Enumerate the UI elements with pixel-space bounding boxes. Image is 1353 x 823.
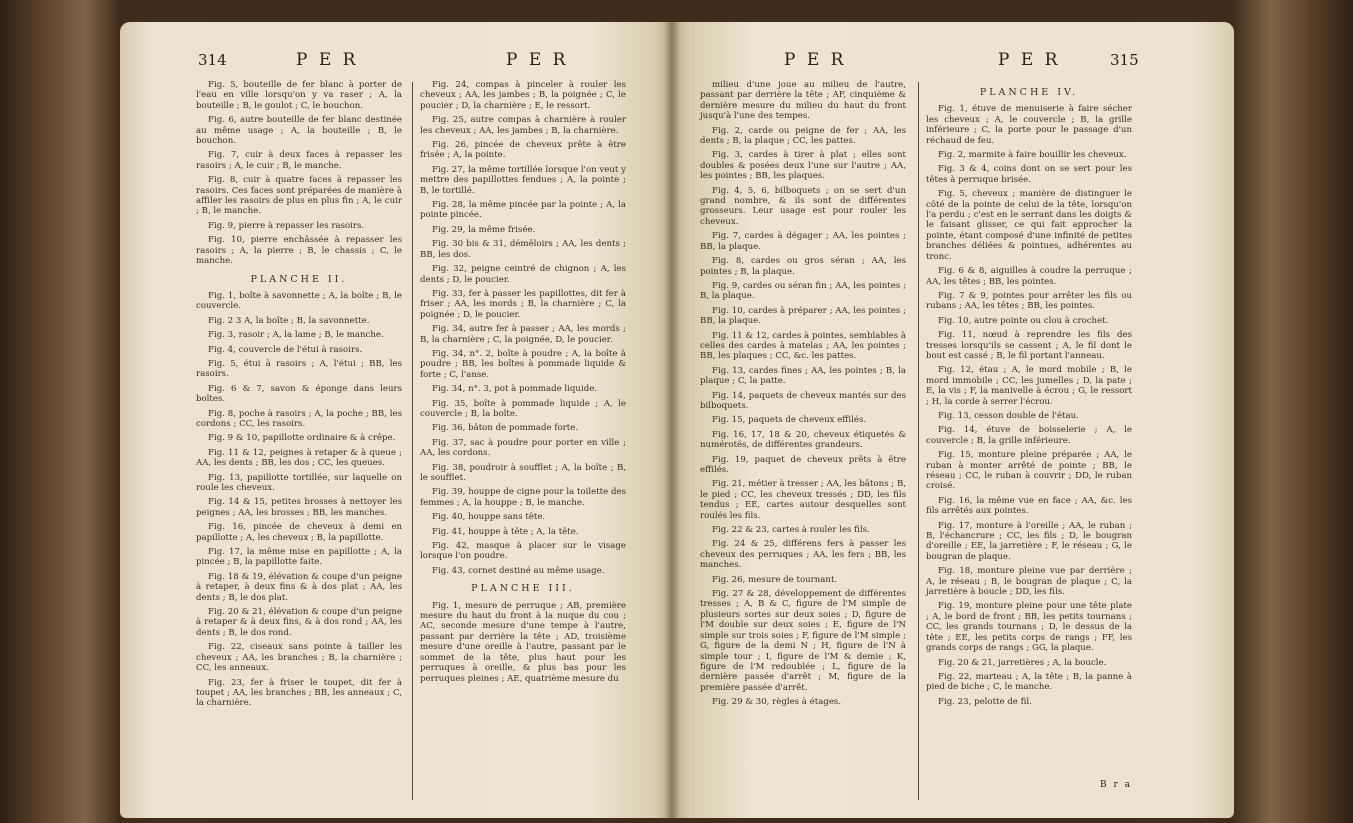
plate-heading: PLANCHE II. — [250, 273, 348, 285]
figure-entry: Fig. 9, cardes ou séran fin ; AA, les pointes ; B, la plaque. — [700, 280, 906, 302]
figure-entry: Fig. 3 & 4, coins dont on se sert pour les têtes à perruque brisée. — [926, 164, 1132, 185]
figure-entry: Fig. 34, n°. 3, pot à pommade liquide. — [432, 384, 598, 395]
figure-entry: Fig. 29, la même frisée. — [432, 224, 536, 235]
right-column-2 — [926, 80, 1132, 711]
figure-entry: Fig. 19, paquet de cheveux prêts à être effilés. — [700, 454, 906, 475]
figure-entry: Fig. 8, poche à rasoirs ; A, la poche ; BB, les cordons ; CC, les rasoirs. — [196, 408, 402, 429]
figure-entry: Fig. 16, 17, 18 & 20, cheveux étiquetés & numérotés, de différentes grandeurs. — [700, 429, 906, 451]
left-column-1 — [196, 80, 402, 713]
figure-entry: Fig. 6, autre bouteille de fer blanc destinée au même usage ; A, la bouteille ; B, le bouchon. — [196, 115, 402, 147]
plate-heading: PLANCHE III. — [471, 583, 575, 595]
figure-entry: Fig. 33, fer à passer les papillottes, dit fer à friser ; AA, les mords ; B, la charnière ; C, la poignée ; D, le poucier. — [420, 288, 626, 320]
figure-entry: Fig. 27 & 28, développement de différentes tresses ; A, B & C, figure de l'M simple de plusieurs sortes sur deux soies ; D, figure de l'M double sur deux soies ; E, figure de l'N simple sur trois soies ; F, figure de l'M simple ; G, figure de la demi N ; H, figure de l'N à simple tour ; I, figure de l'M & demie ; K, figure de l'M redoublée ; L, figure de la dernière passée d'arrêt ; M, figure de la première passée d'arrêt. — [700, 589, 906, 693]
figure-entry: Fig. 25, autre compas à charnière à rouler les cheveux ; AA, les jambes ; B, la charnière. — [420, 115, 626, 136]
right-running-head-1: P E R — [784, 50, 847, 70]
left-running-head-2: P E R — [506, 50, 569, 70]
figure-entry: Fig. 36, bâton de pommade forte. — [432, 423, 579, 434]
figure-entry: Fig. 4, 5, 6, bilboquets ; on se sert d'un grand nombre, & ils sont de différentes grosseurs. Leur usage est pour rouler les cheveux. — [700, 185, 906, 227]
figure-entry: Fig. 27, la même tortillée lorsque l'on veut y mettre des papillottes fendues ; A, la pointe ; B, le tortillé. — [420, 164, 626, 196]
figure-entry: Fig. 2 3 A, la boîte ; B, la savonnette. — [208, 315, 370, 326]
figure-entry: Fig. 7 & 9, pointes pour arrêter les fils ou rubans ; AA, les têtes ; BB, les pointes. — [926, 290, 1132, 312]
figure-entry: Fig. 8, cardes ou gros séran ; AA, les pointes ; B, la plaque. — [700, 256, 906, 277]
book-gutter — [664, 22, 680, 818]
figure-entry: Fig. 18, monture pleine vue par derrière ; A, le réseau ; B, le bougran de plaque ; C, la jarretière à boucle ; DD, les fils. — [926, 566, 1132, 598]
catchword: B r a — [1100, 780, 1133, 790]
left-running-head-1: P E R — [296, 50, 359, 70]
figure-entry: Fig. 2, marmite à faire bouillir les cheveux. — [938, 150, 1127, 161]
figure-entry: Fig. 22, marteau ; A, la tête ; B, la panne à pied de biche ; C, le manche. — [926, 671, 1132, 693]
figure-entry: Fig. 17, la même mise en papillotte ; A, la pincée ; B, la papillotte faite. — [196, 547, 402, 568]
figure-entry: Fig. 24, compas à pinceler à rouler les cheveux ; AA, les jambes ; B, la poignée ; C, le poucier ; D, la charnière ; E, le ressort. — [420, 80, 626, 111]
figure-entry: Fig. 17, monture à l'oreille ; AA, le ruban ; B, l'échancrure ; CC, les fils ; D, le bougran d'oreille ; EE, la jarretière ; F, le réseau ; G, le bougran de plaque. — [926, 520, 1132, 562]
figure-entry: Fig. 5, étui à rasoirs ; A, l'étui ; BB, les rasoirs. — [196, 358, 402, 380]
figure-entry: Fig. 11 & 12, peignes à retaper & à queue ; AA, les dents ; BB, les dos ; CC, les queues. — [196, 447, 402, 469]
figure-entry: Fig. 24 & 25, différens fers à passer les cheveux des perruques ; AA, les fers ; BB, les manches. — [700, 539, 906, 571]
figure-entry: Fig. 34, n°. 2, boîte à poudre ; A, la boîte à poudre ; BB, les boîtes à pommade liquide & forte ; C, l'anse. — [420, 348, 626, 380]
figure-entry: Fig. 41, houppe à tête ; A, la tête. — [432, 526, 579, 537]
figure-entry: milieu d'une joue au milieu de l'autre, passant par derrière la tête ; AF, cinquième & dernière mesure du milieu du haut du front jusqu'à l'une des tempes. — [700, 80, 906, 122]
right-page-number: 315 — [1110, 51, 1139, 69]
figure-entry: Fig. 39, houppe de cigne pour la toilette des femmes ; A, la houppe ; B, le manche. — [420, 487, 626, 508]
figure-entry: Fig. 22 & 23, cartes à rouler les fils. — [712, 525, 870, 536]
figure-entry: Fig. 26, mesure de tournant. — [712, 574, 838, 585]
figure-entry: Fig. 19, monture pleine pour une tête plate ; A, le bord de front ; BB, les petits tournans ; CC, les grands tournans ; D, le dessus de la tête ; EE, les petits corps de rangs ; FF, les grands corps de rangs ; GG, la plaque. — [926, 601, 1132, 654]
figure-entry: Fig. 14, étuve de boisselerie ; A, le couvercle ; B, la grille inférieure. — [926, 425, 1132, 446]
plate-heading: PLANCHE IV. — [979, 87, 1079, 98]
figure-entry: Fig. 26, pincée de cheveux prête à être frisée ; A, la pointe. — [420, 140, 626, 161]
figure-entry: Fig. 43, cornet destiné au même usage. — [432, 565, 605, 576]
figure-entry: Fig. 23, fer à friser le toupet, dit fer à toupet ; AA, les branches ; BB, les anneaux ; C, la charnière. — [196, 677, 402, 709]
figure-entry: Fig. 11 & 12, cardes à pointes, semblables à celles des cardes à matelas ; AA, les pointes ; BB, les plaques ; CC, &c. les pattes. — [700, 330, 906, 362]
figure-entry: Fig. 38, poudroir à soufflet ; A, la boîte ; B, le soufflet. — [420, 462, 626, 483]
figure-entry: Fig. 29 & 30, règles à étages. — [712, 697, 842, 708]
figure-entry: Fig. 18 & 19, élévation & coupe d'un peigne à retaper, à deux fins & à dos plat ; AA, les dents ; B, le dos plat. — [196, 571, 402, 603]
figure-entry: Fig. 4, couvercle de l'étui à rasoirs. — [208, 344, 363, 355]
right-running-head-2: P E R — [998, 50, 1061, 70]
figure-entry: Fig. 7, cuir à deux faces à repasser les rasoirs ; A, le cuir ; B, le manche. — [196, 150, 402, 171]
figure-entry: Fig. 6 & 7, savon & éponge dans leurs boîtes. — [196, 383, 402, 405]
column-rule — [918, 82, 919, 800]
figure-entry: Fig. 15, paquets de cheveux effilés. — [712, 415, 867, 426]
figure-entry: Fig. 10, cardes à préparer ; AA, les pointes ; BB, la plaque. — [700, 305, 906, 327]
figure-entry: Fig. 5, cheveux ; manière de distinguer le côté de la pointe de celui de la tête, lorsqu'on l'a perdu ; c'est en le serrant dans les doigts & le faisant glisser, ce qui fait approcher la pointe, étant composé d'une infinité de petites branches déliées & pointues, adhérentes au tronc. — [926, 189, 1132, 262]
figure-entry: Fig. 7, cardes à dégager ; AA, les pointes ; BB, la plaque. — [700, 231, 906, 252]
right-column-1 — [700, 80, 906, 712]
figure-entry: Fig. 9, pierre à repasser les rasoirs. — [208, 220, 365, 231]
column-rule — [412, 82, 413, 800]
figure-entry: Fig. 11, nœud à reprendre les fils des tresses lorsqu'ils se cassent ; A, le fil dont le bout est cassé ; B, le fil portant l'anneau. — [926, 330, 1132, 361]
figure-entry: Fig. 23, pelotte de fil. — [938, 696, 1032, 707]
figure-entry: Fig. 14, paquets de cheveux mantés sur des bilboquets. — [700, 390, 906, 411]
figure-entry: Fig. 1, étuve de menuiserie à faire sécher les cheveux ; A, le couvercle ; B, la grille inférieure ; C, la porte pour le passage d'un réchaud de feu. — [926, 104, 1132, 146]
figure-entry: Fig. 2, carde ou peigne de fer ; AA, les dents ; B, la plaque ; CC, les pattes. — [700, 125, 906, 147]
figure-entry: Fig. 34, autre fer à passer ; AA, les mords ; B, la charnière ; C, la poignée, D, le poucier. — [420, 324, 626, 345]
figure-entry: Fig. 22, ciseaux sans pointe à tailler les cheveux ; AA, les branches ; B, la charnière ; CC, les anneaux. — [196, 642, 402, 674]
figure-entry: Fig. 40, houppe sans tête. — [432, 512, 546, 523]
figure-entry: Fig. 10, autre pointe ou clou à crochet. — [938, 315, 1109, 326]
figure-entry: Fig. 8, cuir à quatre faces à repasser les rasoirs. Ces faces sont préparées de manière à affiler les rasoirs de plus en plus fin ; A, le cuir ; B, le manche. — [196, 175, 402, 217]
figure-entry: Fig. 21, métier à tresser ; AA, les bâtons ; B, le pied ; CC, les cheveux tressés ; DD, les fils tendus ; EE, cartes autour desquelles sont roulés les fils. — [700, 479, 906, 521]
figure-entry: Fig. 9 & 10, papillotte ordinaire & à crêpe. — [208, 433, 396, 444]
figure-entry: Fig. 16, pincée de cheveux à demi en papillotte ; A, les cheveux ; B, la papillotte. — [196, 522, 402, 543]
figure-entry: Fig. 3, rasoir ; A, la lame ; B, le manche. — [208, 330, 384, 341]
figure-entry: Fig. 13, papillotte tortillée, sur laquelle on roule les cheveux. — [196, 472, 402, 493]
figure-entry: Fig. 1, mesure de perruque ; AB, première mesure du haut du front à la nuque du cou ; AC, seconde mesure d'une tempe à l'autre, passant par derrière la tête ; AD, troisième mesure d'une oreille à l'autre, passant par le sommet de la tête, plus haut pour les perruques à oreille, & plus bas pour les perruques pleines ; AE, quatrième mesure du — [420, 600, 626, 684]
figure-entry: Fig. 10, pierre enchâssée à repasser les rasoirs ; A, la pierre ; B, le chassis ; C, le manche. — [196, 235, 402, 267]
figure-entry: Fig. 13, cesson double de l'étau. — [938, 410, 1079, 421]
figure-entry: Fig. 16, la même vue en face ; AA, &c. les fils arrêtés aux pointes. — [926, 495, 1132, 517]
figure-entry: Fig. 5, bouteille de fer blanc à porter de l'eau en ville lorsqu'on y va raser ; A, la bouteille ; B, le goulot ; C, le bouchon. — [196, 80, 402, 111]
figure-entry: Fig. 3, cardes à tirer à plat ; elles sont doubles & posées deux l'une sur l'autre ; AA, les pointes ; BB, les plaques. — [700, 150, 906, 182]
figure-entry: Fig. 32, peigne ceintré de chignon ; A, les dents ; D, le poucier. — [420, 264, 626, 285]
figure-entry: Fig. 13, cardes fines ; AA, les pointes ; B, la plaque ; C, la patte. — [700, 365, 906, 387]
left-column-2 — [420, 80, 626, 688]
figure-entry: Fig. 35, boîte à pommade liquide ; A, le couvercle ; B, la boîte. — [420, 398, 626, 419]
left-page-number: 314 — [198, 51, 227, 69]
figure-entry: Fig. 20 & 21, jarretières ; A, la boucle. — [938, 657, 1107, 668]
figure-entry: Fig. 37, sac à poudre pour porter en ville ; AA, les cordons. — [420, 437, 626, 459]
figure-entry: Fig. 20 & 21, élévation & coupe d'un peigne à retaper & à deux fins, & à dos rond ; AA, les dents ; B, le dos rond. — [196, 607, 402, 638]
figure-entry: Fig. 30 bis & 31, démêloirs ; AA, les dents ; BB, les dos. — [420, 239, 626, 260]
figure-entry: Fig. 42, masque à placer sur le visage lorsque l'on poudre. — [420, 541, 626, 562]
figure-entry: Fig. 12, étau ; A, le mord mobile ; B, le mord immobile ; CC, les jumelles ; D, la pate ; E, la vis ; F, la manivelle à écrou ; G, le ressort ; H, la corde à serrer l'écrou. — [926, 365, 1132, 407]
figure-entry: Fig. 15, monture pleine préparée ; AA, le ruban à monter arrêté de pointe ; BB, le réseau ; CC, le ruban à couvrir ; DD, le ruban croisé. — [926, 450, 1132, 492]
figure-entry: Fig. 14 & 15, petites brosses à nettoyer les peignes ; AA, les brosses ; BB, les manches. — [196, 497, 402, 518]
figure-entry: Fig. 28, la même pincée par la pointe ; A, la pointe pincée. — [420, 200, 626, 221]
figure-entry: Fig. 6 & 8, aiguilles à coudre la perruque ; AA, les têtes ; BB, les pointes. — [926, 266, 1132, 287]
figure-entry: Fig. 1, boîte à savonnette ; A, la boîte ; B, le couvercle. — [196, 290, 402, 312]
